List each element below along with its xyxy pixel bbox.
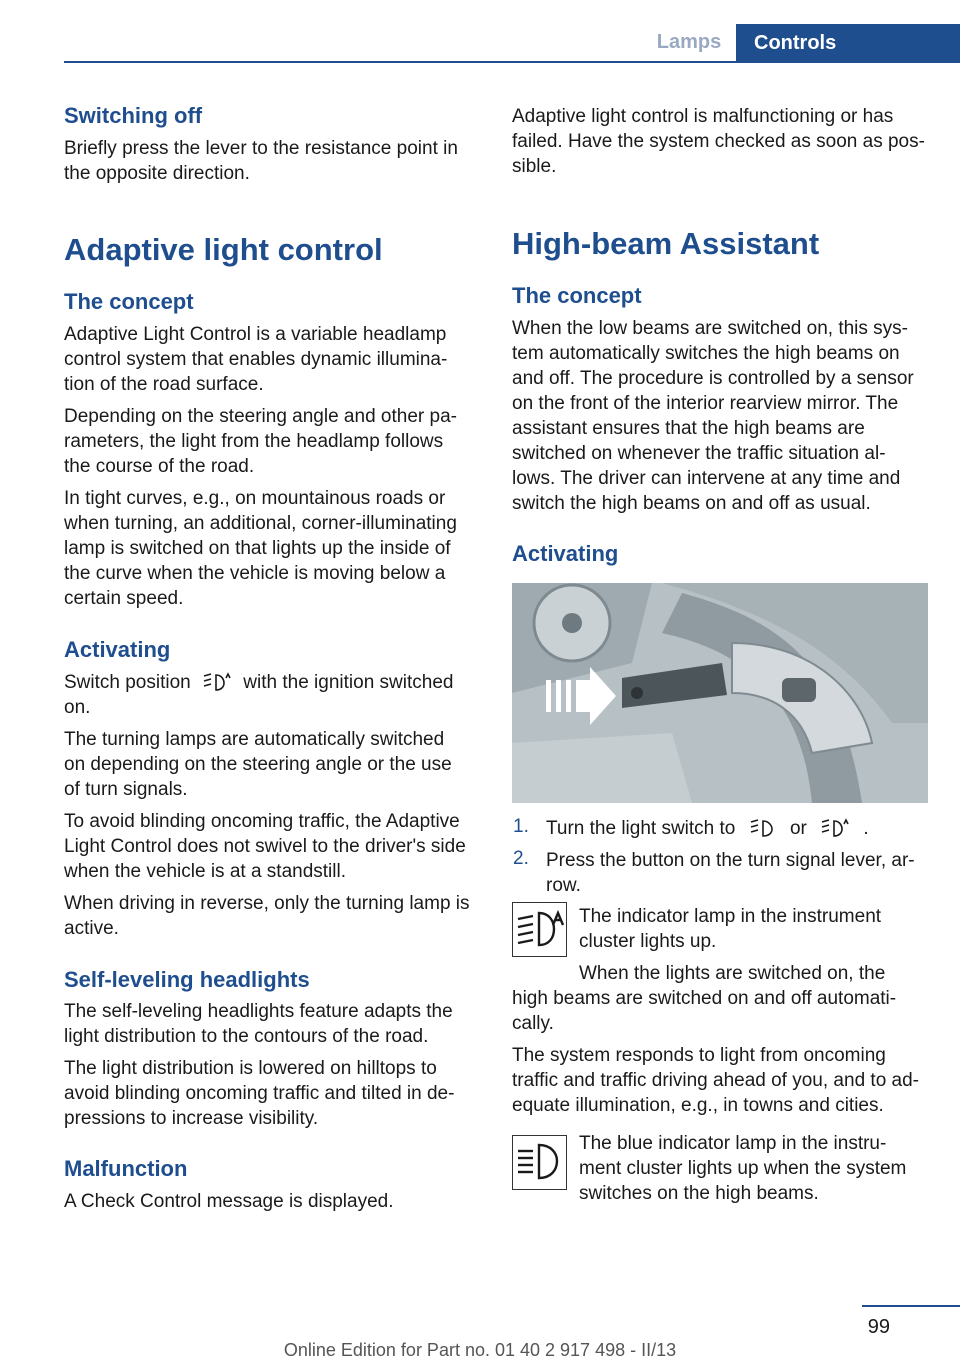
edition-footer: Online Edition for Part no. 01 40 2 917 498 - II/13: [283, 1340, 677, 1360]
tab-controls[interactable]: Controls: [736, 24, 960, 63]
text-line: lows. The driver can intervene at any time and: [512, 468, 901, 489]
text-line: high beams are switched on and off automati‐: [512, 988, 897, 1009]
text-line: control system that enables dynamic illumina‐: [64, 349, 448, 370]
text-line: The turning lamps are automatically switched: [64, 729, 445, 750]
step-1-text: [546, 816, 869, 845]
activating-heading: Activating: [64, 637, 171, 662]
text-line: A Check Control message is displayed.: [64, 1191, 394, 1212]
self-leveling-heading: Self-leveling headlights: [64, 967, 310, 992]
text-line: When the low beams are switched on, this sys‐: [512, 318, 909, 339]
page-number: 99: [867, 1316, 890, 1338]
text-line: lamp is switched on that lights up the inside of: [64, 538, 451, 559]
text-line: ment cluster lights up when the system: [579, 1158, 907, 1179]
text-line: Press the button on the turn signal lever, ar‐: [546, 850, 915, 871]
text-line: certain speed.: [64, 588, 184, 609]
page-number-rule: [862, 1305, 960, 1307]
text-line: To avoid blinding oncoming traffic, the Adaptive: [64, 811, 460, 832]
text-line: failed. Have the system checked as soon as pos‐: [512, 131, 925, 152]
text-line: switched on whenever the traffic situation al‐: [512, 443, 886, 464]
text-line: Adaptive light control is malfunctioning or has: [512, 106, 894, 127]
text-line: When the lights are switched on, the: [579, 963, 886, 984]
text-span: with the ignition switched: [243, 672, 454, 693]
step-number: 2.: [513, 848, 529, 869]
low-beam-icon: [749, 818, 777, 845]
turn-signal-lever-illustration: [512, 583, 928, 803]
text-line: the opposite direction.: [64, 163, 250, 184]
text-line: tion of the road surface.: [64, 374, 264, 395]
text-line: switches on the high beams.: [579, 1183, 819, 1204]
step-number: 1.: [513, 816, 529, 837]
high-beam-icon: [512, 1135, 567, 1190]
concept-heading: The concept: [512, 283, 642, 308]
text-line: [64, 670, 453, 699]
text-line: avoid blinding oncoming traffic and tilted in de‐: [64, 1083, 455, 1104]
text-line: the course of the road.: [64, 456, 255, 477]
text-line: switch the high beams on and off as usual.: [512, 493, 871, 514]
text-line: traffic and traffic driving ahead of you, and to ad‐: [512, 1070, 919, 1091]
text-line: cluster lights up.: [579, 931, 717, 952]
tab-lamps[interactable]: Lamps: [656, 31, 722, 53]
text-line: Light Control does not swivel to the driver's side: [64, 836, 466, 857]
text-line: assistant ensures that the high beams are: [512, 418, 865, 439]
text-line: sible.: [512, 156, 557, 177]
text-line: when the vehicle is at a standstill.: [64, 861, 346, 882]
high-beam-assistant-heading: High-beam Assistant: [512, 226, 820, 261]
malfunction-heading: Malfunction: [64, 1156, 188, 1181]
auto-headlight-icon: [202, 672, 232, 699]
text-line: on.: [64, 697, 91, 718]
text-span: Switch position: [64, 672, 191, 693]
text-line: of turn signals.: [64, 779, 188, 800]
text-span: or: [789, 818, 807, 839]
text-line: Briefly press the lever to the resistance point in: [64, 138, 458, 159]
text-line: The self-leveling headlights feature adapts the: [64, 1001, 453, 1022]
text-line: when turning, an additional, corner-illuminating: [64, 513, 457, 534]
text-line: active.: [64, 918, 119, 939]
text-line: rameters, the light from the headlamp follows: [64, 431, 444, 452]
text-line: cally.: [512, 1013, 554, 1034]
switching-off-heading: Switching off: [64, 103, 203, 128]
auto-headlight-icon: [820, 818, 850, 845]
text-line: tem automatically switches the high beams on: [512, 343, 900, 364]
text-line: When driving in reverse, only the turning lamp is: [64, 893, 470, 914]
text-line: The blue indicator lamp in the instru‐: [579, 1133, 887, 1154]
text-span: .: [863, 818, 869, 839]
text-line: In tight curves, e.g., on mountainous roads or: [64, 488, 446, 509]
high-beam-assistant-icon: [512, 902, 567, 957]
text-span: Turn the light switch to: [546, 818, 736, 839]
text-line: equate illumination, e.g., in towns and cities.: [512, 1095, 884, 1116]
text-line: The indicator lamp in the instrument: [579, 906, 882, 927]
concept-heading: The concept: [64, 289, 194, 314]
adaptive-light-control-heading: Adaptive light control: [64, 232, 383, 267]
activating-heading: Activating: [512, 541, 619, 566]
header-rule: [64, 61, 960, 63]
text-line: and off. The procedure is controlled by a sensor: [512, 368, 914, 389]
text-line: the curve when the vehicle is moving below a: [64, 563, 446, 584]
text-line: row.: [546, 875, 581, 896]
text-line: Depending on the steering angle and other pa‐: [64, 406, 457, 427]
text-line: The light distribution is lowered on hilltops to: [64, 1058, 437, 1079]
text-line: The system responds to light from oncoming: [512, 1045, 886, 1066]
text-line: on depending on the steering angle or the use: [64, 754, 452, 775]
text-line: on the front of the interior rearview mirror. The: [512, 393, 899, 414]
text-line: light distribution to the contours of the road.: [64, 1026, 429, 1047]
text-line: pressions to increase visibility.: [64, 1108, 319, 1129]
text-line: Adaptive Light Control is a variable headlamp: [64, 324, 447, 345]
